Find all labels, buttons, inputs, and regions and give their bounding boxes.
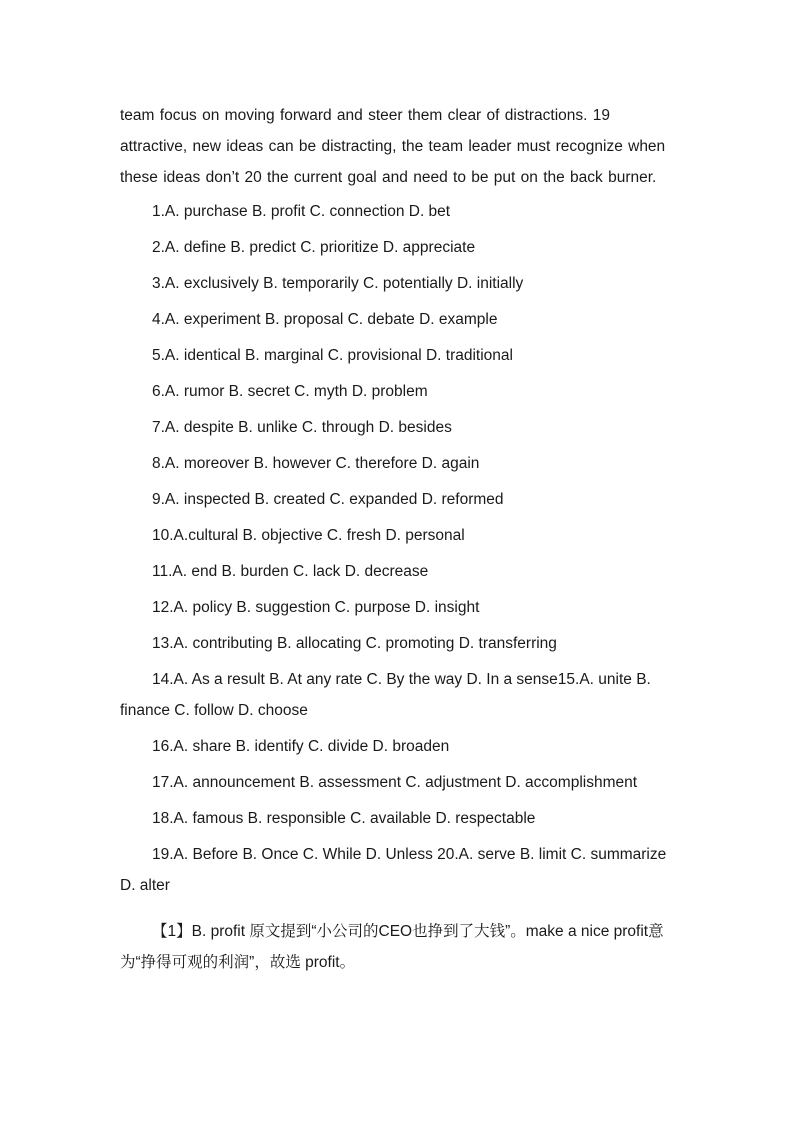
passage-line: attractive, new ideas can be distracting, the team leader must recognize when: [120, 138, 666, 155]
option-list: [120, 196, 680, 906]
answer-explanation: 【1】B. profit 原文提到“小公司的CEO也挣到了大钱”。make a nice profit意为“挣得可观的利润”，故选 profit。: [120, 923, 664, 971]
option-item-19: 19.A. Before B. Once C. While D. Unless 20.A. serve B. limit C. summarize D. alter: [120, 846, 667, 894]
option-item-2: 2.A. define B. predict C. prioritize D. appreciate: [152, 239, 476, 256]
option-item-7: 7.A. despite B. unlike C. through D. besides: [152, 419, 452, 436]
option-item-16: 16.A. share B. identify C. divide D. broaden: [152, 738, 450, 755]
option-item-17: 17.A. announcement B. assessment C. adjustment D. accomplishment: [152, 774, 638, 791]
passage-line: team focus on moving forward and steer them clear of distractions. 19: [120, 107, 611, 124]
option-item-14: 14.A. As a result B. At any rate C. By the way D. In a sense15.A. unite B. finance C. follow D. choose: [120, 671, 651, 719]
option-item-10: 10.A.cultural B. objective C. fresh D. personal: [152, 527, 465, 544]
option-item-4: 4.A. experiment B. proposal C. debate D. example: [152, 311, 498, 328]
option-item-11: 11.A. end B. burden C. lack D. decrease: [152, 563, 429, 580]
passage-paragraph: [120, 100, 680, 193]
option-item-3: 3.A. exclusively B. temporarily C. potentially D. initially: [152, 275, 524, 292]
option-item-1: 1.A. purchase B. profit C. connection D. bet: [152, 203, 451, 220]
option-item-5: 5.A. identical B. marginal C. provisional D. traditional: [152, 347, 513, 364]
option-item-9: 9.A. inspected B. created C. expanded D. reformed: [152, 491, 504, 508]
option-item-6: 6.A. rumor B. secret C. myth D. problem: [152, 383, 428, 400]
option-item-8: 8.A. moreover B. however C. therefore D. again: [152, 455, 480, 472]
option-item-13: 13.A. contributing B. allocating C. promoting D. transferring: [152, 635, 557, 652]
option-item-18: 18.A. famous B. responsible C. available D. respectable: [152, 810, 536, 827]
passage-line: these ideas don’t 20 the current goal and need to be put on the back burner.: [120, 169, 657, 186]
option-item-12: 12.A. policy B. suggestion C. purpose D. insight: [152, 599, 480, 616]
